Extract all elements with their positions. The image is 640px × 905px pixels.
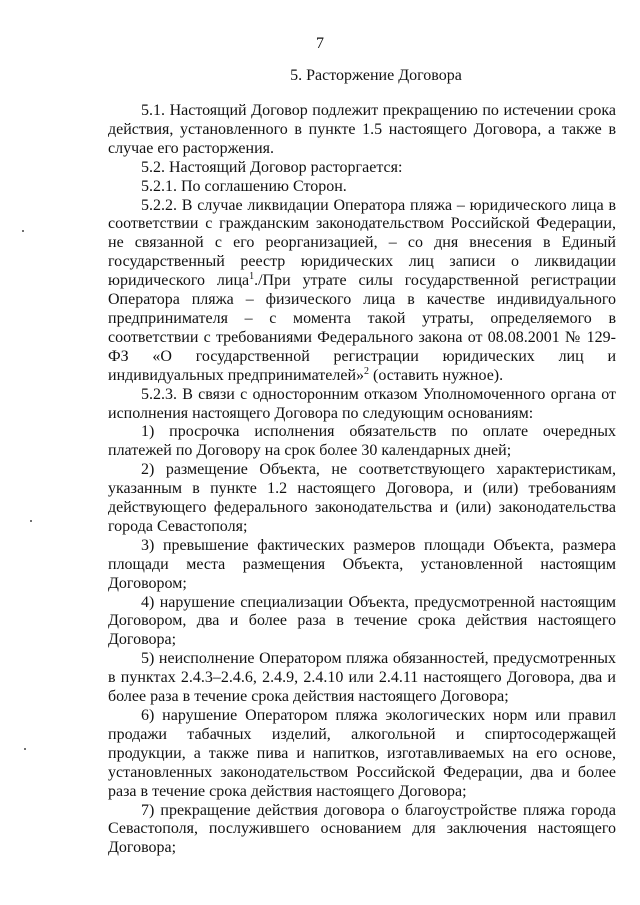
list-item-6: 6) нарушение Оператором пляжа экологических норм или правил продажи табачных изделий, алкогольной и спиртосодержащей продукции, а также пива и напитков, изготавливаемых на его основе, установленных законодательством Российской Федерации, два и более раза в течение срока действия настоящего Договора; bbox=[108, 707, 616, 800]
list-item-5: 5) неисполнение Оператором пляжа обязанностей, предусмотренных в пунктах 2.4.3–2.4.6, 2.4.9, 2.4.10 или 2.4.11 настоящего Договора, два и более раза в течение срока действия настоящего Договора; bbox=[108, 650, 616, 706]
paragraph-5-2-2-part3: (оставить нужное). bbox=[369, 366, 504, 384]
scan-speck bbox=[30, 520, 32, 522]
list-item-3: 3) превышение фактических размеров площади Объекта, размера площади места размещения Объекта, установленной настоящим Договором; bbox=[108, 536, 616, 592]
page-number: 7 bbox=[316, 35, 324, 52]
footnote-marker-1: 1 bbox=[249, 271, 255, 283]
document-body bbox=[108, 102, 616, 858]
list-item-1: 1) просрочка исполнения обязательств по оплате очередных платежей по Договору на срок более 30 календарных дней; bbox=[108, 423, 616, 460]
paragraph-5-2: 5.2. Настоящий Договор расторгается: bbox=[141, 158, 403, 176]
footnote-marker-2: 2 bbox=[364, 365, 369, 377]
scan-speck bbox=[22, 230, 24, 232]
list-item-7: 7) прекращение действия договора о благоустройстве пляжа города Севастополя, послужившего основанием для заключения настоящего Договора; bbox=[108, 801, 616, 857]
paragraph-5-1: 5.1. Настоящий Договор подлежит прекращению по истечении срока действия, установленного в пункте 1.5 настоящего Договора, а также в случае его расторжения. bbox=[108, 102, 616, 157]
paragraph-5-2-2-part2: ./При утрате силы государственной регистрации Оператора пляжа – физического лица в качестве индивидуального предпринимателя – с момента такой утраты, определяемого в соответствии с требованиями Федерального закона от 08.08.2001 № 129-ФЗ «О государственной регистрации юридических лиц и индивидуальных предпринимателей» bbox=[108, 272, 616, 384]
scan-speck bbox=[24, 748, 26, 750]
list-item-2: 2) размещение Объекта, не соответствующего характеристикам, указанным в пункте 1.2 настоящего Договора, и (или) требованиям действующего федерального законодательства и (или) законодательства города Севастополя; bbox=[108, 461, 616, 535]
list-item-4: 4) нарушение специализации Объекта, предусмотренной настоящим Договором, два и более раза в течение срока действия настоящего Договора; bbox=[108, 593, 616, 649]
paragraph-5-2-1: 5.2.1. По соглашению Сторон. bbox=[141, 177, 347, 195]
section-title: 5. Расторжение Договора bbox=[290, 67, 462, 84]
paragraph-5-2-3: 5.2.3. В связи с односторонним отказом Уполномоченного органа от исполнения настоящего Договора по следующим основаниям: bbox=[108, 385, 616, 422]
paragraph-5-2-2-part1: 5.2.2. В случае ликвидации Оператора пляжа – юридического лица в соответствии с гражданским законодательством Российской Федерации, не связанной с его реорганизацией, – со дня внесения в Единый государственный реестр юридических лиц записи о ликвидации юридического лица bbox=[108, 196, 616, 290]
paragraph-5-2-2 bbox=[108, 197, 616, 386]
